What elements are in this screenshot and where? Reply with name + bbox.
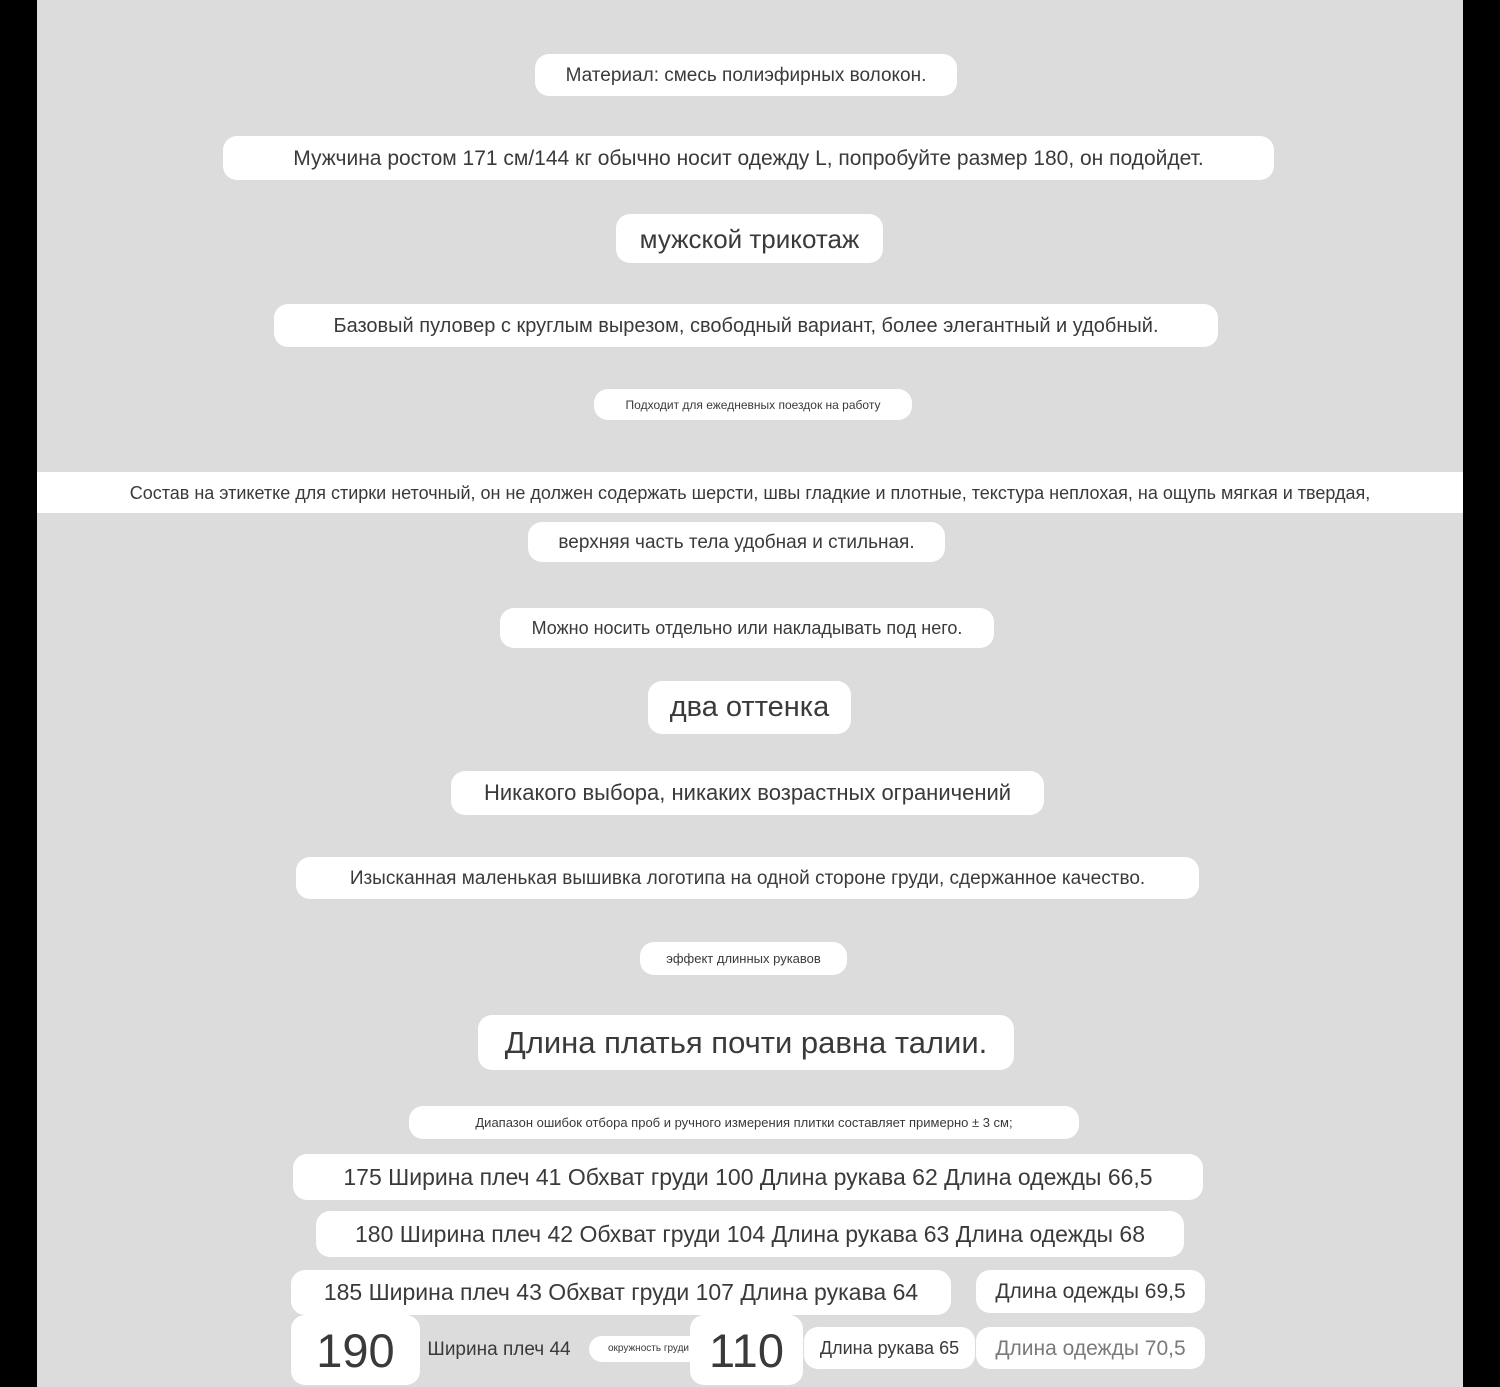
size-row-180-text: 180 Ширина плеч 42 Обхват груди 104 Длина рукава 63 Длина одежды 68 bbox=[354, 1220, 1146, 1247]
upper-body-text: верхняя часть тела удобная и стильная. bbox=[558, 531, 915, 553]
size-row-180 bbox=[316, 1211, 1184, 1257]
size-190-length-text: Длина одежды 70,5 bbox=[995, 1336, 1186, 1360]
category-label bbox=[616, 214, 883, 263]
material-label bbox=[535, 54, 957, 96]
two-shades-text: два оттенка bbox=[669, 691, 830, 723]
two-shades-label bbox=[648, 681, 851, 734]
upper-body-label bbox=[528, 522, 945, 562]
size-190-chest-text: 110 bbox=[709, 1323, 784, 1377]
no-limits-text: Никакого выбора, никаких возрастных ограничений bbox=[483, 780, 1012, 805]
length-label bbox=[478, 1015, 1014, 1070]
size-row-175-text: 175 Ширина плеч 41 Обхват груди 100 Длина рукава 62 Длина одежды 66,5 bbox=[343, 1163, 1153, 1190]
layering-label bbox=[500, 608, 994, 648]
label-note-band bbox=[37, 472, 1463, 513]
commute-label bbox=[594, 389, 912, 420]
layering-text: Можно носить отдельно или накладывать под него. bbox=[531, 618, 963, 638]
size-row-185-length-text: Длина одежды 69,5 bbox=[995, 1280, 1186, 1303]
size-190-sleeve-text: Длина рукава 65 bbox=[819, 1338, 960, 1358]
size-190-value bbox=[291, 1315, 420, 1385]
category-text: мужской трикотаж bbox=[639, 223, 860, 254]
size-190-text: 190 bbox=[316, 1323, 395, 1377]
size-row-185 bbox=[291, 1270, 951, 1315]
size-190-length bbox=[976, 1327, 1205, 1369]
description-text: Базовый пуловер с круглым вырезом, свободный вариант, более элегантный и удобный. bbox=[333, 314, 1159, 337]
size-row-175 bbox=[293, 1154, 1203, 1200]
no-limits-label bbox=[451, 771, 1044, 815]
commute-text: Подходит для ежедневных поездок на работу bbox=[625, 397, 881, 412]
size-row-185-length bbox=[976, 1270, 1205, 1313]
size-row-185-text: 185 Ширина плеч 43 Обхват груди 107 Длина рукава 64 bbox=[323, 1279, 919, 1305]
length-text: Длина платья почти равна талии. bbox=[504, 1025, 988, 1060]
product-description-panel bbox=[37, 0, 1463, 1387]
size-190-chest-value bbox=[690, 1315, 803, 1385]
embroidery-label bbox=[296, 857, 1199, 899]
sleeves-label bbox=[640, 942, 847, 975]
label-note-text: Состав на этикетке для стирки неточный, он не должен содержать шерсти, швы гладкие и плотные, текстура неплохая, на ощупь мягкая и твердая, bbox=[129, 482, 1371, 503]
size-190-shoulder-text: Ширина плеч 44 bbox=[427, 1338, 571, 1360]
size-190-sleeve bbox=[804, 1327, 975, 1369]
fit-recommendation bbox=[223, 136, 1274, 180]
sleeves-text: эффект длинных рукавов bbox=[666, 951, 821, 966]
embroidery-text: Изысканная маленькая вышивка логотипа на одной стороне груди, сдержанное качество. bbox=[349, 867, 1146, 889]
material-text: Материал: смесь полиэфирных волокон. bbox=[565, 64, 927, 86]
size-190-chest-label-text: окружность груди bbox=[607, 1343, 690, 1354]
fit-recommendation-text: Мужчина ростом 171 см/144 кг обычно носит одежду L, попробуйте размер 180, он подойдет. bbox=[293, 146, 1204, 170]
size-190-shoulder bbox=[412, 1328, 586, 1370]
error-note-label bbox=[409, 1106, 1079, 1139]
description-label bbox=[274, 304, 1218, 347]
error-note-text: Диапазон ошибок отбора проб и ручного измерения плитки составляет примерно ± 3 см; bbox=[475, 1115, 1013, 1130]
